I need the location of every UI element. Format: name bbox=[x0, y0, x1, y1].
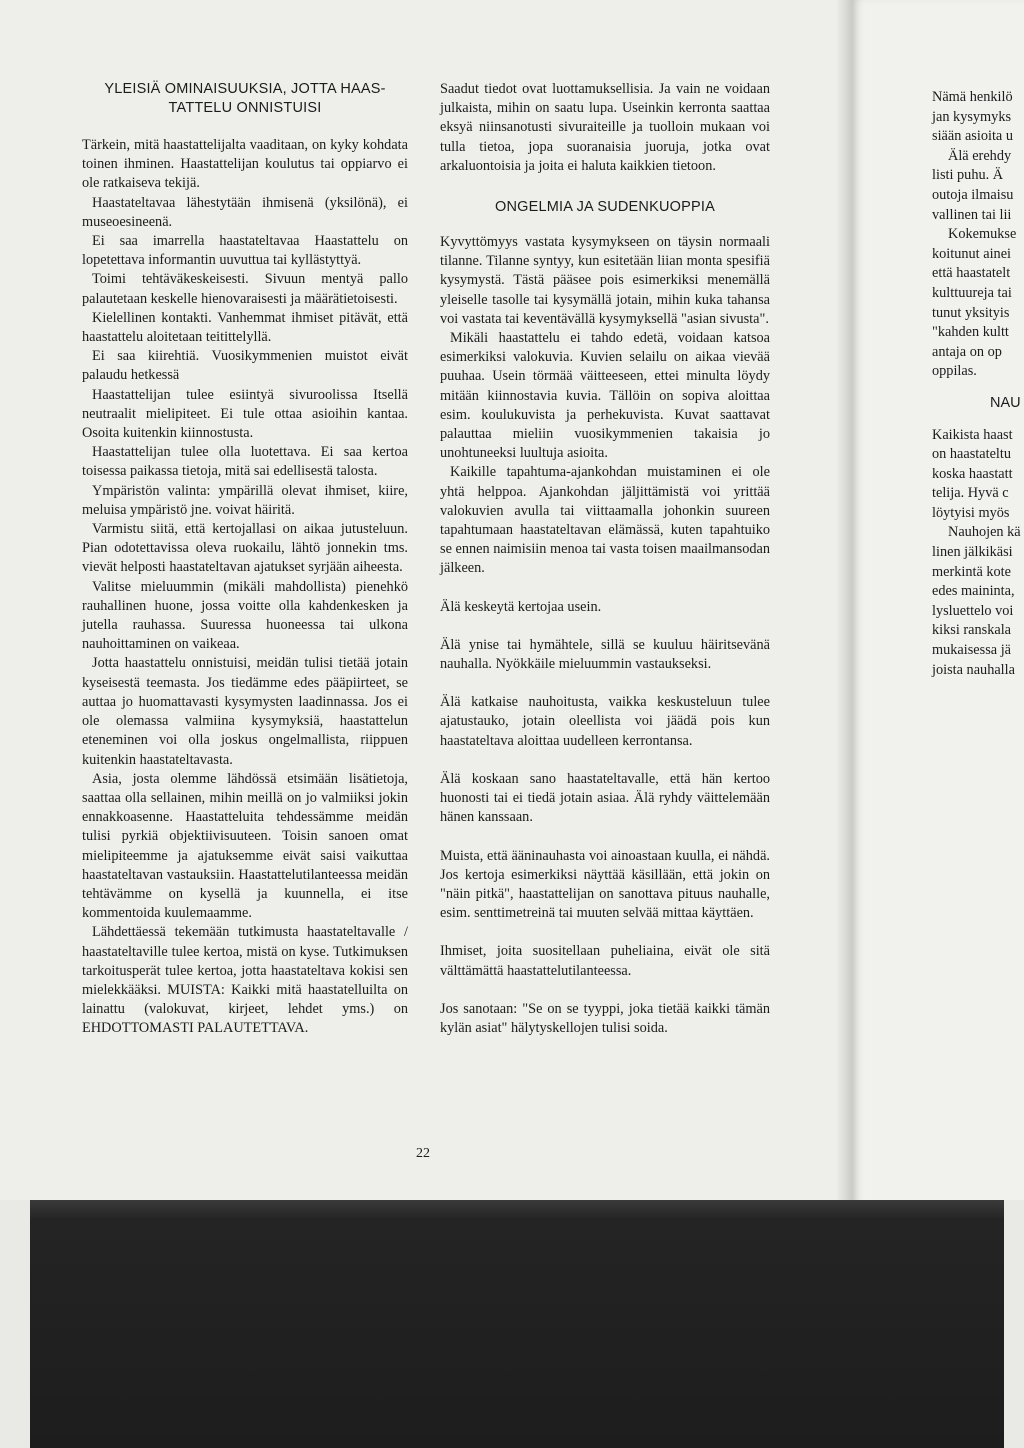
cropped-line: oppilas. bbox=[932, 363, 977, 380]
paragraph: Ei saa kiirehtiä. Vuosikymmenien muistot eivät palaudu hetkessä bbox=[82, 348, 408, 384]
cropped-line: jan kysymyks bbox=[932, 108, 1012, 125]
cropped-line: kulttuureja tai bbox=[932, 284, 1012, 301]
cropped-line: merkintä kote bbox=[932, 563, 1012, 580]
paragraph: Tärkein, mitä haastattelijalta vaaditaan, on kyky kohdata toinen ihminen. Haastattelijan koulutus tai oppiarvo ei ole ratkaiseva tekijä. bbox=[82, 137, 408, 192]
cropped-line: Nämä henkilö bbox=[932, 89, 1013, 105]
cropped-line: koska haastatt bbox=[932, 465, 1013, 482]
cropped-line: tunut yksityis bbox=[932, 304, 1010, 321]
cropped-line: vallinen tai lii bbox=[932, 206, 1012, 223]
cropped-line: Kaikista haast bbox=[932, 426, 1013, 443]
tip-paragraph: Muista, että ääninauhasta voi ainoastaan kuulla, ei nähdä. Jos kertoja esimerkiksi näyttää käsillään, että jokin on "näin pitkä", haastattelijan on sanottava pituus nauhalle, esim. senttimetreinä tai muuten selvää mittaa käyttäen. bbox=[440, 847, 770, 922]
page-number: 22 bbox=[416, 1146, 430, 1161]
cropped-line: löytyisi myös bbox=[932, 504, 1010, 521]
cropped-line: lysluettelo voi bbox=[932, 602, 1014, 619]
left-column-heading: YLEISIÄ OMINAISUUKSIA, JOTTA HAAS-TATTELU ONNISTUISI bbox=[104, 81, 386, 116]
middle-column bbox=[440, 80, 770, 1038]
tip-paragraph: Jos sanotaan: "Se on se tyyppi, joka tietää kaikki tämän kylän asiat" hälytyskellojen tulisi soida. bbox=[440, 1000, 770, 1036]
cropped-line: kiksi ranskala bbox=[932, 622, 1012, 639]
cropped-line: linen jälkikäsi bbox=[932, 544, 1013, 561]
cropped-line: Kokemukse bbox=[948, 226, 1017, 243]
left-column bbox=[82, 80, 408, 1039]
cropped-line: että haastatelt bbox=[932, 265, 1011, 282]
paragraph: Lähdettäessä tekemään tutkimusta haastateltavalle / haastateltaville tulee kertoa, mistä on kyse. Tutkimuksen tarkoitusperät tulee kertoa, jotta haastateltava kokisi sen mielekkääksi. MUISTA: Kaikki mitä haastatelluilta on lainattu (valokuvat, kirjeet, lehdet yms.) on EHDOTTOMASTI PALAUTETTAVA. bbox=[82, 924, 408, 1037]
paragraph: Jotta haastattelu onnistuisi, meidän tulisi tietää jotain kyseisestä teemasta. Jos tiedämme edes pääpiirteet, se auttaa jo huomattavasti kysymysten laadinnassa. Jos ei ole olemassa valmiina kysymyksiä, haastattelun eteneminen voi olla joskus ongelmallista, riippuen kuitenkin haastateltavasta. bbox=[82, 655, 408, 768]
tip-paragraph: Älä katkaise nauhoitusta, vaikka keskusteluun tulee ajatustauko, jotain oleellista voi jäädä pois kun haastateltava aloittaa uudelleen kerrontansa. bbox=[440, 694, 770, 749]
paper-edge-left bbox=[0, 1200, 30, 1448]
cropped-line: telija. Hyvä c bbox=[932, 485, 1009, 502]
paragraph: Mikäli haastattelu ei tahdo edetä, voidaan katsoa esimerkiksi valokuvia. Kuvien selailu on aikaa vievää puuhaa. Usein törmää väitteeseen, ettei minulta löydy mitään kiinnostavia kuvia. Tällöin on sopiva aloittaa esim. koulukuvista ja perhekuvista. Kuvat saattavat palauttaa mieliin vuosikymmenien takaisia jo unohtuneeksi luultuja asioita. bbox=[440, 330, 770, 462]
cropped-line: siään asioita u bbox=[932, 128, 1013, 145]
paragraph: Toimi tehtäväkeskeisesti. Sivuun mentyä pallo palautetaan keskelle hienovaraisesti ja määrätietoisesti. bbox=[82, 271, 408, 307]
paragraph: Ei saa imarrella haastateltavaa Haastattelu on lopetettava informantin uuvuttua tai kyllästyttyä. bbox=[82, 233, 408, 269]
paragraph: Kaikille tapahtuma-ajankohdan muistaminen ei ole yhtä helppoa. Ajankohdan jäljittämistä voi yrittää valokuvien avulla tai viittaamalla johonkin suureen tapahtumaan haastateltavan elämässä, kuten tapahtuiko se ennen naimisiin menoa tai vasta toisen maailmansodan jälkeen. bbox=[440, 464, 770, 577]
paragraph: Haastattelijan tulee esiintyä sivuroolissa Itsellä neutraalit mielipiteet. Ei tule ottaa asioihin kantaa. Osoita kuitenkin kiinnostusta. bbox=[82, 386, 408, 442]
cropped-line: edes maininta, bbox=[932, 583, 1015, 600]
right-page-heading: NAU bbox=[990, 394, 1021, 411]
middle-column-heading: ONGELMIA JA SUDENKUOPPIA bbox=[495, 199, 715, 216]
paper-edge-right bbox=[1004, 1200, 1024, 1448]
cropped-line: on haastateltu bbox=[932, 446, 1012, 463]
right-page-text bbox=[932, 88, 1024, 680]
paragraph: Varmistu siitä, että kertojallasi on aikaa jutusteluun. Pian odotettavissa oleva ruokailu, lähtö jonnekin tms. vievät helposti haastateltavan ajatukset syrjään aiheesta. bbox=[82, 521, 408, 576]
cropped-line: antaja on op bbox=[932, 343, 1002, 360]
tip-paragraph: Ihmiset, joita suositellaan puheliaina, eivät ole sitä välttämättä haastattelutilanteessa. bbox=[440, 943, 770, 979]
cropped-line: mukaisessa jä bbox=[932, 642, 1012, 659]
cropped-line: Älä erehdy bbox=[948, 147, 1012, 164]
tip-paragraph: Älä keskeytä kertojaa usein. bbox=[440, 598, 602, 615]
scan-background bbox=[0, 1200, 1024, 1448]
tip-paragraph: Älä ynise tai hymähtele, sillä se kuuluu häiritsevänä nauhalla. Nyökkäile mieluummin vastaukseksi. bbox=[440, 636, 770, 673]
paragraph: Asia, josta olemme lähdössä etsimään lisätietoja, saattaa olla sellainen, mihin meillä on jo valmiiksi jokin ennakkoasenne. Haastatteluita tehdessämme meidän tulisi pyrkiä objektiivisuuteen. Toisin sanoen omat mielipiteemme ja ajatuksemme eivät saisi vaikuttaa haastateltavan vastauksiin. Haastattelutilanteessa meidän tehtävämme on kysellä ja kuunnella, ei itse kommentoida kuulemaamme. bbox=[82, 770, 408, 922]
paragraph: Haastattelijan tulee olla luotettava. Ei saa kertoa toisessa paikassa tietoja, mitä sai edellisestä talosta. bbox=[82, 444, 408, 480]
cropped-line: outoja ilmaisu bbox=[932, 186, 1014, 203]
cropped-line: koitunut ainei bbox=[932, 245, 1012, 262]
paragraph: Kyvyttömyys vastata kysymykseen on täysin normaali tilanne. Tilanne syntyy, kun esitetään liian monta spesifiä kysymystä. Tästä pääsee pois esimerkiksi menemällä yleiselle tasolle tai kysymällä jotain, mihin kuka tahansa voi vastata tai keventävällä kysymyksellä "asian sivusta". bbox=[440, 234, 770, 327]
paragraph: Haastateltavaa lähestytään ihmisenä (yksilönä), ei museoesineenä. bbox=[82, 194, 408, 230]
tip-paragraph: Älä koskaan sano haastateltavalle, että hän kertoo huonosti tai ei tiedä jotain asiaa. Älä ryhdy väittelemään hänen kanssaan. bbox=[440, 770, 770, 826]
cropped-line: Nauhojen kä bbox=[948, 524, 1021, 541]
paragraph: Valitse mieluummin (mikäli mahdollista) pienehkö rauhallinen huone, jossa voitte olla kahdenkesken ja jutella rauhassa. Suuressa huoneessa tai ulkona nauhoittaminen on vaikeaa. bbox=[82, 578, 408, 653]
intro-paragraph: Saadut tiedot ovat luottamuksellisia. Ja vain ne voidaan julkaista, mihin on saatu lupa. Useinkin kerronta saattaa eksyä niinsanotusti sivuraiteille ja tuolloin mukaan voi tulla tietoa, jopa suoranaisia juoruja, jotka ovat arkaluontoisia ja joita ei haluta kaikkien tietoon. bbox=[440, 81, 770, 174]
paragraph: Kielellinen kontakti. Vanhemmat ihmiset pitävät, että haastattelu aloitetaan teitittelyllä. bbox=[82, 309, 408, 346]
cropped-line: "kahden kultt bbox=[932, 324, 1009, 341]
cropped-line: listi puhu. Ä bbox=[932, 167, 1004, 184]
cropped-line: joista nauhalla bbox=[932, 661, 1015, 678]
paragraph: Ympäristön valinta: ympärillä olevat ihmiset, kiire, meluisa ympäristö jne. voivat häiritä. bbox=[82, 482, 408, 518]
